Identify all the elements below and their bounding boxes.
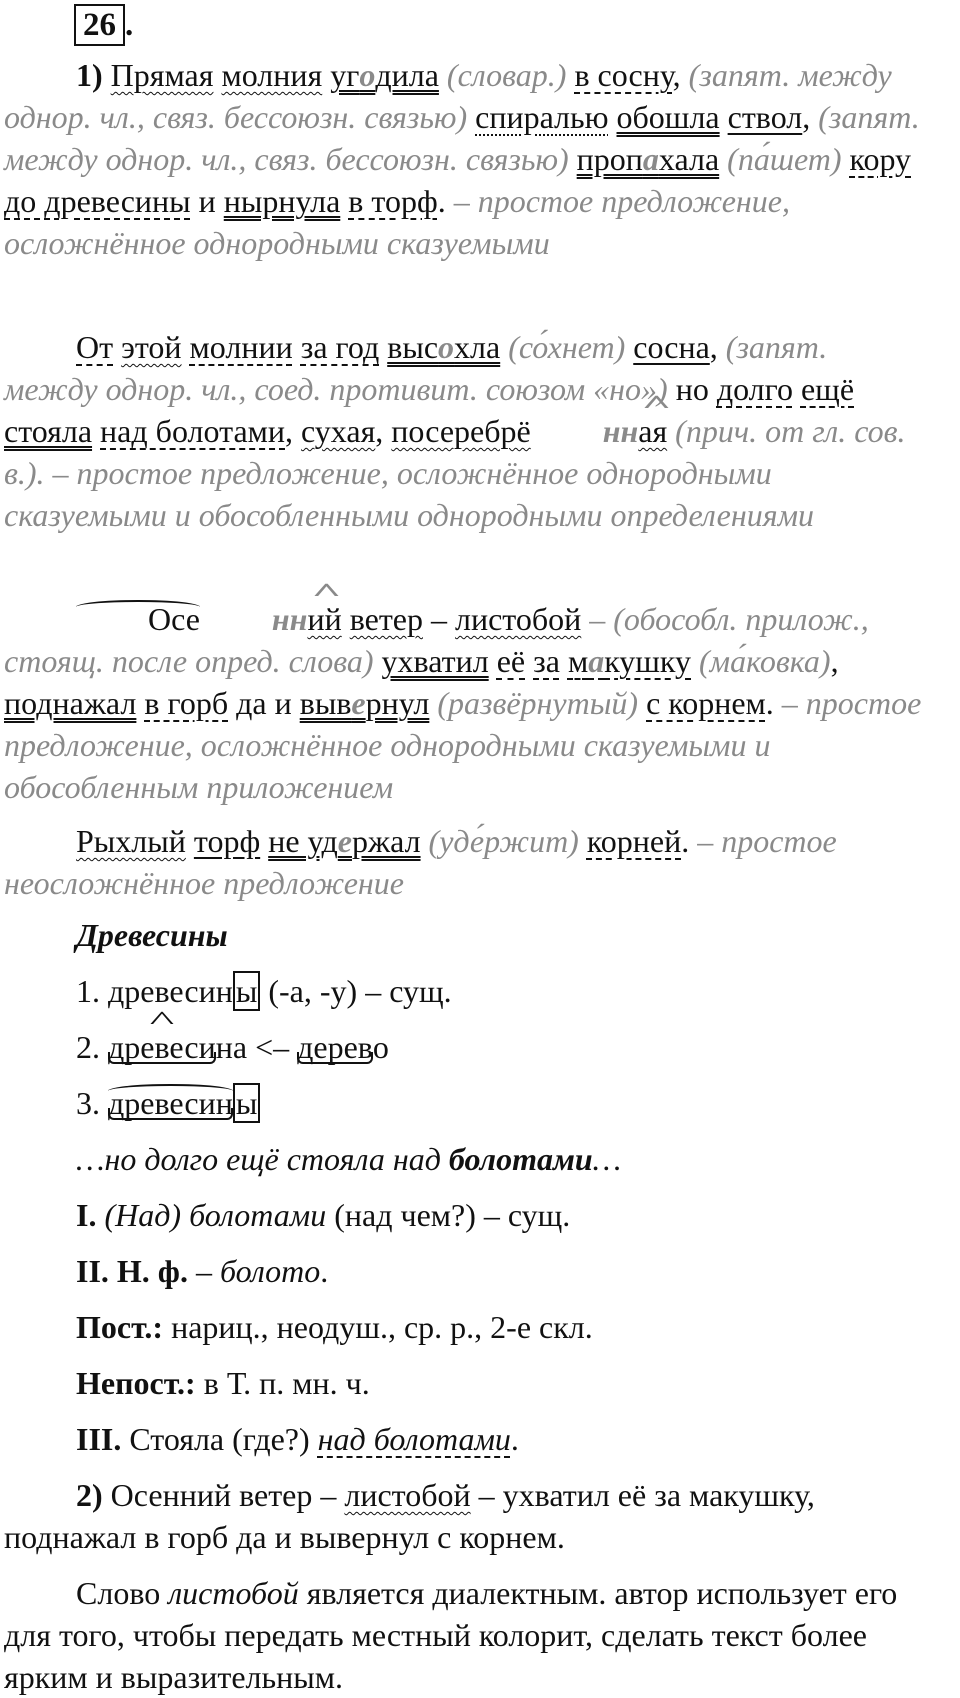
- analysis-i: I. (Над) болотами (над чем?) – сущ.: [76, 1197, 571, 1233]
- word: с корнем: [646, 685, 766, 721]
- word: корней: [586, 823, 682, 859]
- word: ещё: [800, 371, 855, 407]
- word: за год: [300, 329, 380, 365]
- part-2-sentence: 2) Осенний ветер – листобой – ухватил её за макушку, поднажал в горб да и вывернул с корнем.: [4, 1477, 815, 1555]
- word: долго: [716, 371, 793, 407]
- word: до древесины: [4, 183, 191, 219]
- note: – простое неосложнённое предложение: [4, 823, 837, 901]
- word: в горб: [144, 685, 229, 721]
- analysis-heading: Древесины: [76, 917, 228, 953]
- analysis-line-3: 3. древесины: [76, 1082, 960, 1124]
- word: ствол: [727, 99, 803, 135]
- word: её: [496, 643, 526, 679]
- word: стояла: [4, 413, 93, 449]
- word: этой: [121, 329, 182, 365]
- exercise-number-box: 26: [74, 4, 125, 46]
- note: (развёрнутый): [437, 685, 639, 721]
- analysis-ii: II. Н. ф. – болото.: [76, 1253, 329, 1289]
- sentence-3: Осе^ нний ветер – листобой – (обособл. прилож., стоящ. после опред. слова) ухватил её за макушку (ма́ковка), поднажал в горб да и вывернул (развёрнутый) с корнем. – простое предложение, осложнённое однородными сказуемыми и обособленным приложением: [4, 598, 924, 808]
- word: обошла: [616, 99, 720, 135]
- word: молния: [221, 57, 323, 93]
- sentence-4: Рыхлый торф не удержал (уде́ржит) корней. – простое неосложнённое предложение: [4, 823, 837, 901]
- word: посеребрё^ нная: [391, 413, 667, 449]
- analysis-line-2: 2. ^ древесина <– дерево: [76, 1026, 960, 1068]
- word: листобой: [455, 601, 582, 637]
- note: (запят. между однор. чл., соед. противит. союзом «но»): [4, 329, 828, 407]
- word: Осе^ нний: [76, 601, 342, 637]
- word: сосна: [633, 329, 710, 365]
- sentence-1: 1) Прямая молния угодила (словар.) в сосну, (запят. между однор. чл., связ. бессоюзн. связью) спиралью обошла ствол, (запят. между однор. чл., связ. бессоюзн. связью) пропахала (па́шет) кору до древесины и нырнула в торф. – простое предложение, осложнённое однородными сказуемыми: [4, 57, 920, 261]
- note: (ма́ковка): [699, 643, 831, 679]
- analysis-iii: III. Стояла (где?) над болотами.: [76, 1421, 519, 1457]
- note: (прич. от гл. сов. в.): [4, 413, 906, 491]
- note: (запят. между однор. чл., связ. бессоюзн. связью): [4, 99, 920, 177]
- word: в торф: [348, 183, 438, 219]
- word: и: [198, 183, 216, 219]
- word: кору: [849, 141, 912, 177]
- sentence-1-label: 1): [76, 57, 103, 93]
- word: сухая: [301, 413, 376, 449]
- analysis-line-1: 1. древесины (-а, -у) – сущ.: [76, 973, 452, 1009]
- word: Рыхлый: [76, 823, 186, 859]
- note: (уде́ржит): [428, 823, 579, 859]
- note: (со́хнет): [508, 329, 626, 365]
- note: (запят. между однор. чл., связ. бессоюзн. связью): [4, 57, 892, 135]
- word: поднажал: [4, 685, 137, 721]
- analysis-nepost: Непост.: в Т. п. мн. ч.: [76, 1365, 370, 1401]
- word: молнии: [189, 329, 293, 365]
- word: спиралью: [475, 99, 609, 135]
- note: (словар.): [446, 57, 567, 93]
- word: над болотами: [100, 413, 286, 449]
- word: да и: [236, 685, 292, 721]
- word: макушку: [567, 643, 692, 679]
- note: . – простое предложение, осложнённое однородными сказуемыми и обособленными однородными определениями: [4, 455, 814, 533]
- word: не удержал: [268, 823, 421, 859]
- analysis-post: Пост.: нариц., неодуш., ср. р., 2-е скл.: [76, 1309, 593, 1345]
- word: ветер: [349, 601, 423, 637]
- word: но: [675, 371, 709, 407]
- sentence-2: От этой молнии за год высохла (со́хнет) сосна, (запят. между однор. чл., соед. противит. союзом «но») но долго ещё стояла над болотами, сухая, посеребрё^ нная (прич. от гл. сов. в.). – простое предложение, осложнённое однородными сказуемыми и обособленными однородными определениями: [4, 326, 924, 536]
- word: нырнула: [223, 183, 341, 219]
- word: Прямая: [110, 57, 214, 93]
- part-2-explanation: Слово листобой является диалектным. автор использует его для того, чтобы передать местный колорит, сделать текст более ярким и выразительным.: [4, 1575, 898, 1695]
- note: – простое предложение, осложнённое однородными сказуемыми: [4, 183, 790, 261]
- word: за: [533, 643, 560, 679]
- word: От: [76, 329, 114, 365]
- word: ухватил: [381, 643, 489, 679]
- word: торф: [193, 823, 261, 859]
- exercise-number: 26 .: [74, 4, 133, 46]
- word: пропахала: [576, 141, 720, 177]
- word: высохла: [387, 329, 501, 365]
- note: (па́шет): [727, 141, 842, 177]
- analysis-quote: …но долго ещё стояла над болотами…: [76, 1141, 622, 1177]
- note: – простое предложение, осложнённое однородными сказуемыми и обособленным приложением: [4, 685, 922, 805]
- word: угодила: [330, 57, 439, 93]
- word: в сосну: [574, 57, 673, 93]
- note: – (обособл. прилож., стоящ. после опред. слова): [4, 601, 869, 679]
- word: вывернул: [299, 685, 430, 721]
